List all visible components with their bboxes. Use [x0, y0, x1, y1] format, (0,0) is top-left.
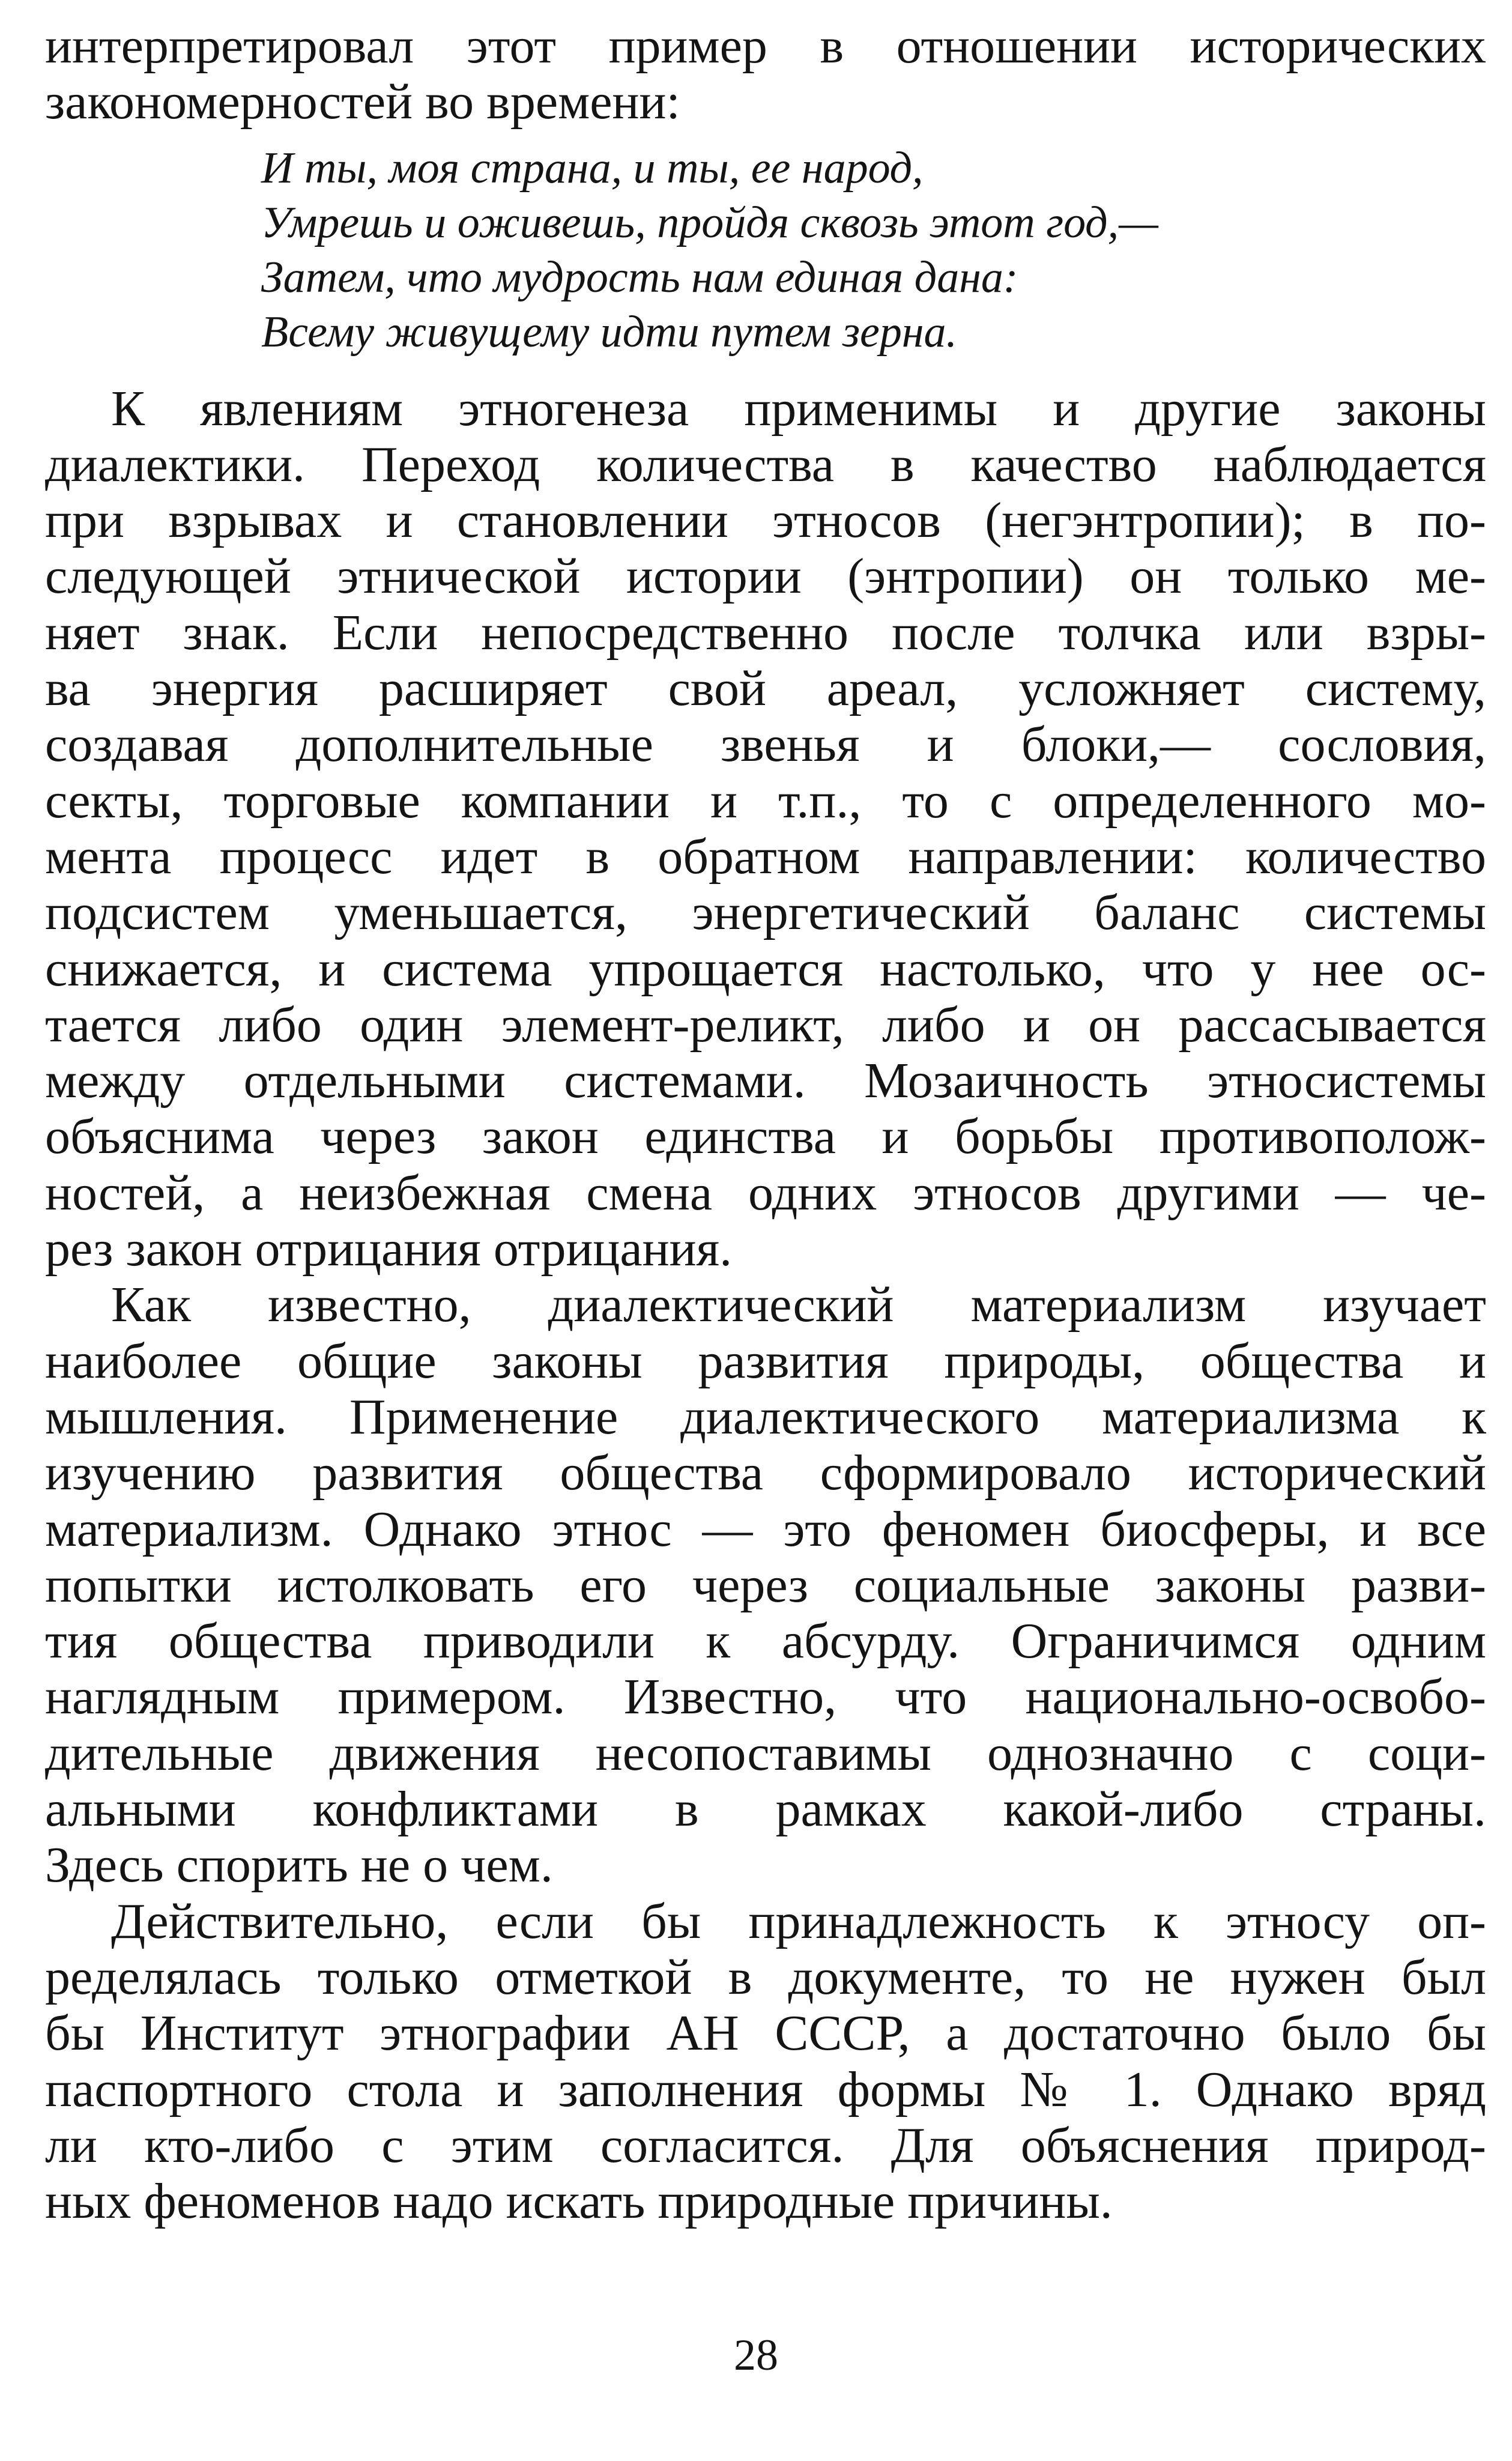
- text-line: изучению развития общества сформировало исторический: [45, 1445, 1486, 1501]
- text-line: дительные движения несопоставимы однозначно с соци-: [45, 1725, 1486, 1781]
- text-line: объяснима через закон единства и борьбы противополож-: [45, 1109, 1486, 1165]
- text-line: паспортного стола и заполнения формы № 1. Однако вряд: [45, 2061, 1486, 2117]
- text-line: ределялась только отметкой в документе, то не нужен был: [45, 1949, 1486, 2005]
- paragraph-dialectics: [45, 381, 1486, 1277]
- text-line: мышления. Применение диалектического материализма к: [45, 1388, 1486, 1445]
- poem-line: И ты, моя страна, и ты, ее народ,: [261, 143, 924, 193]
- text-line: создавая дополнительные звенья и блоки,— сословия,: [45, 716, 1486, 773]
- text-line: Как известно, диалектический материализм изучает: [111, 1277, 1486, 1333]
- text-line: наиболее общие законы развития природы, общества и: [45, 1333, 1486, 1389]
- text-line: ва энергия расширяет свой ареал, усложняет систему,: [45, 661, 1486, 717]
- text-line: ностей, а неизбежная смена одних этносов другими — че-: [45, 1164, 1486, 1221]
- text-line: альными конфликтами в рамках какой-либо страны.: [45, 1781, 1486, 1838]
- poem-line: Затем, что мудрость нам единая дана:: [261, 252, 1018, 302]
- text-line: интерпретировал этот пример в отношении исторических: [45, 18, 1486, 74]
- page-body: [45, 18, 1486, 2229]
- text-line: между отдельными системами. Мозаичность этносистемы: [45, 1053, 1486, 1109]
- text-line: бы Институт этнографии АН СССР, а достаточно было бы: [45, 2005, 1486, 2062]
- text-line: материализм. Однако этнос — это феномен биосферы, и все: [45, 1501, 1486, 1557]
- text-line: тия общества приводили к абсурду. Ограничимся одним: [45, 1613, 1486, 1669]
- text-line: Действительно, если бы принадлежность к этносу оп-: [111, 1893, 1486, 1949]
- paragraph-materialism: [45, 1277, 1486, 1893]
- poem-line: Всему живущему идти путем зерна.: [261, 307, 958, 357]
- text-line: попытки истолковать его через социальные законы разви-: [45, 1557, 1486, 1613]
- paragraph-ethnos-definition: [45, 1893, 1486, 2230]
- text-line: ли кто-либо с этим согласится. Для объяснения природ-: [45, 2117, 1486, 2173]
- intro-paragraph: [45, 18, 1486, 130]
- text-line: К явлениям этногенеза применимы и другие законы: [111, 380, 1486, 437]
- text-line: закономерностей во времени:: [45, 74, 680, 130]
- text-line: наглядным примером. Известно, что национально-освобо-: [45, 1669, 1486, 1725]
- text-line: тается либо один элемент-реликт, либо и он рассасывается: [45, 996, 1486, 1053]
- page-number: 28: [734, 2331, 778, 2380]
- text-line: секты, торговые компании и т.п., то с определенного мо-: [45, 772, 1486, 829]
- text-line: Здесь спорить не о чем.: [45, 1837, 553, 1893]
- text-line: следующей этнической истории (энтропии) он только ме-: [45, 548, 1486, 605]
- poem-quote: [261, 141, 1486, 360]
- text-line: ных феноменов надо искать природные причины.: [45, 2173, 1113, 2230]
- text-line: снижается, и система упрощается настолько, что у нее ос-: [45, 940, 1486, 997]
- text-line: при взрывах и становлении этносов (негэнтропии); в по-: [45, 492, 1486, 549]
- text-line: мента процесс идет в обратном направлении: количество: [45, 828, 1486, 885]
- text-line: рез закон отрицания отрицания.: [45, 1221, 733, 1277]
- text-line: диалектики. Переход количества в качество наблюдается: [45, 436, 1486, 492]
- poem-line: Умрешь и оживешь, пройдя сквозь этот год,—: [261, 198, 1158, 247]
- text-line: подсистем уменьшается, энергетический баланс системы: [45, 885, 1486, 941]
- text-line: няет знак. Если непосредственно после толчка или взры-: [45, 604, 1486, 661]
